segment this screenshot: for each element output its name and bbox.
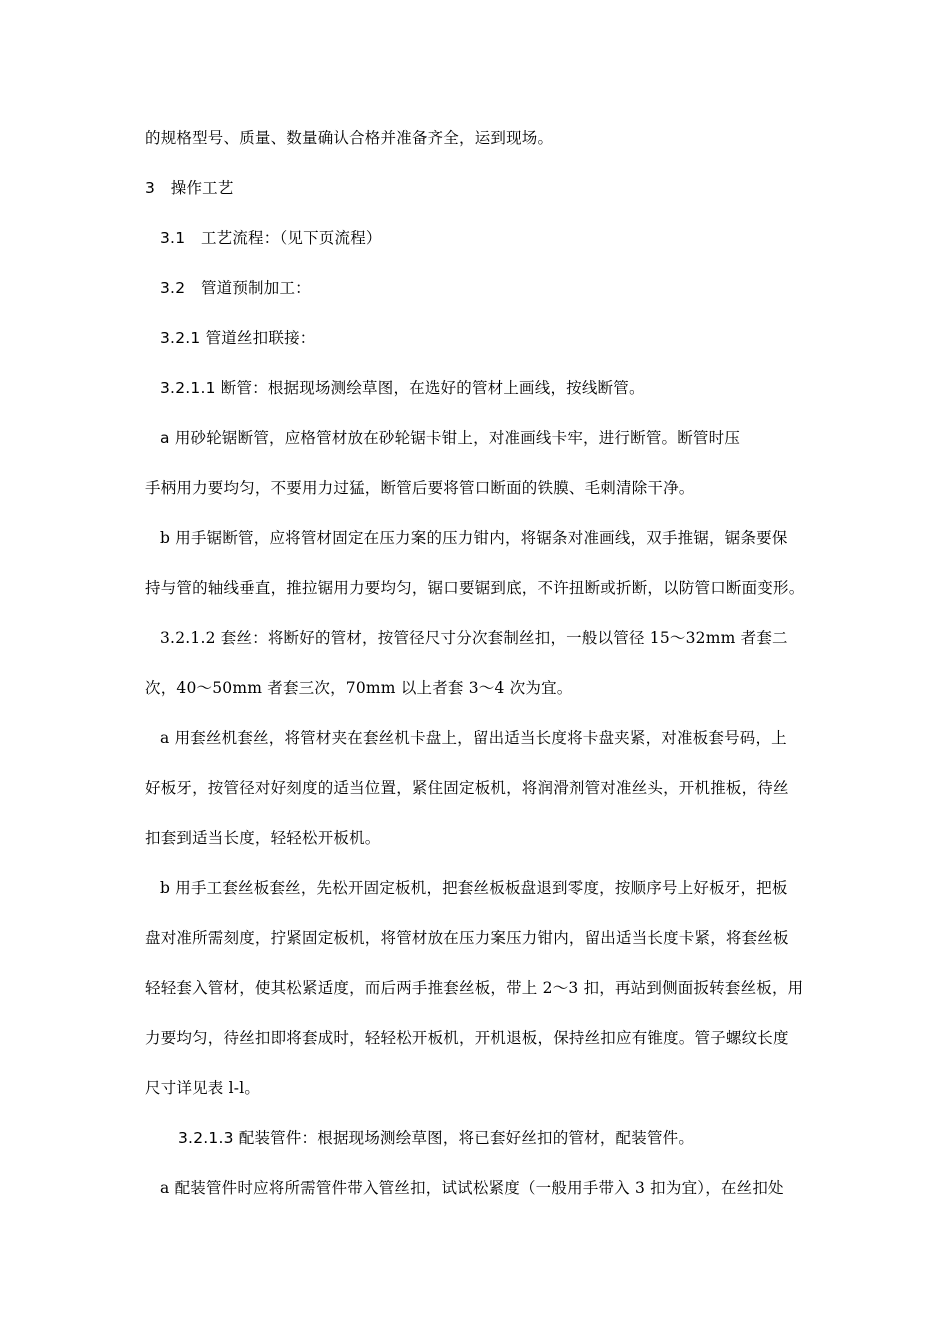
section-heading-operation-process: 3 操作工艺 [145, 179, 234, 197]
paragraph-3-2-1-3-fitting-assembly: 3.2.1.3 配装管件：根据现场测绘草图，将已套好丝扣的管材，配装管件。 [178, 1129, 695, 1147]
subsection-heading-3-2-1: 3.2.1 管道丝扣联接： [160, 329, 316, 347]
paragraph-b-manual-threading-line2: 盘对准所需刻度，拧紧固定板机，将管材放在压力案压力钳内，留出适当长度卡紧，将套丝板 [145, 929, 789, 947]
subsection-heading-3-2: 3.2 管道预制加工： [160, 279, 311, 297]
paragraph-b-manual-threading-line3: 轻轻套入管材，使其松紧适度，而后两手推套丝板，带上 2～3 扣，再站到侧面扳转套丝板，用 [145, 979, 804, 997]
paragraph-a-grinder-cutting-line1: a 用砂轮锯断管，应格管材放在砂轮锯卡钳上，对准画线卡牢，进行断管。断管时压 [160, 429, 741, 447]
paragraph-b-manual-threading-line4: 力要均匀，待丝扣即将套成时，轻轻松开板机，开机退板，保持丝扣应有锥度。管子螺纹长度 [145, 1029, 789, 1047]
paragraph-3-2-1-2-threading-line1: 3.2.1.2 套丝：将断好的管材，按管径尺寸分次套制丝扣，一般以管径 15～32mm 者套二 [160, 629, 788, 647]
paragraph-3-2-1-1-cutting: 3.2.1.1 断管：根据现场测绘草图，在选好的管材上画线，按线断管。 [160, 379, 645, 397]
paragraph-a-fitting-assembly-line1: a 配装管件时应将所需管件带入管丝扣，试试松紧度（一般用手带入 3 扣为宜），在丝扣处 [160, 1179, 784, 1197]
paragraph-a-threading-machine-line3: 扣套到适当长度，轻轻松开板机。 [145, 829, 381, 847]
paragraph-b-manual-threading-line5: 尺寸详见表 l-l。 [145, 1079, 261, 1097]
paragraph-3-2-1-2-threading-line2: 次，40～50mm 者套三次，70mm 以上者套 3～4 次为宜。 [145, 679, 573, 697]
paragraph-b-handsaw-cutting-line1: b 用手锯断管，应将管材固定在压力案的压力钳内，将锯条对准画线，双手推锯，锯条要保 [160, 529, 788, 547]
paragraph-b-handsaw-cutting-line2: 持与管的轴线垂直，推拉锯用力要均匀，锯口要锯到底，不许扭断或折断，以防管口断面变形。 [145, 579, 805, 597]
subsection-heading-3-1: 3.1 工艺流程：（见下页流程） [160, 229, 382, 247]
paragraph-a-threading-machine-line1: a 用套丝机套丝，将管材夹在套丝机卡盘上，留出适当长度将卡盘夹紧，对准板套号码，上 [160, 729, 787, 747]
paragraph-line-materials-ready: 的规格型号、质量、数量确认合格并准备齐全，运到现场。 [145, 129, 554, 147]
paragraph-b-manual-threading-line1: b 用手工套丝板套丝，先松开固定板机，把套丝板板盘退到零度，按顺序号上好板牙，把板 [160, 879, 788, 897]
paragraph-a-threading-machine-line2: 好板牙，按管径对好刻度的适当位置，紧住固定板机，将润滑剂管对准丝头，开机推板，待丝 [145, 779, 789, 797]
paragraph-a-grinder-cutting-line2: 手柄用力要均匀，不要用力过猛，断管后要将管口断面的铁膜、毛刺清除干净。 [145, 479, 695, 497]
